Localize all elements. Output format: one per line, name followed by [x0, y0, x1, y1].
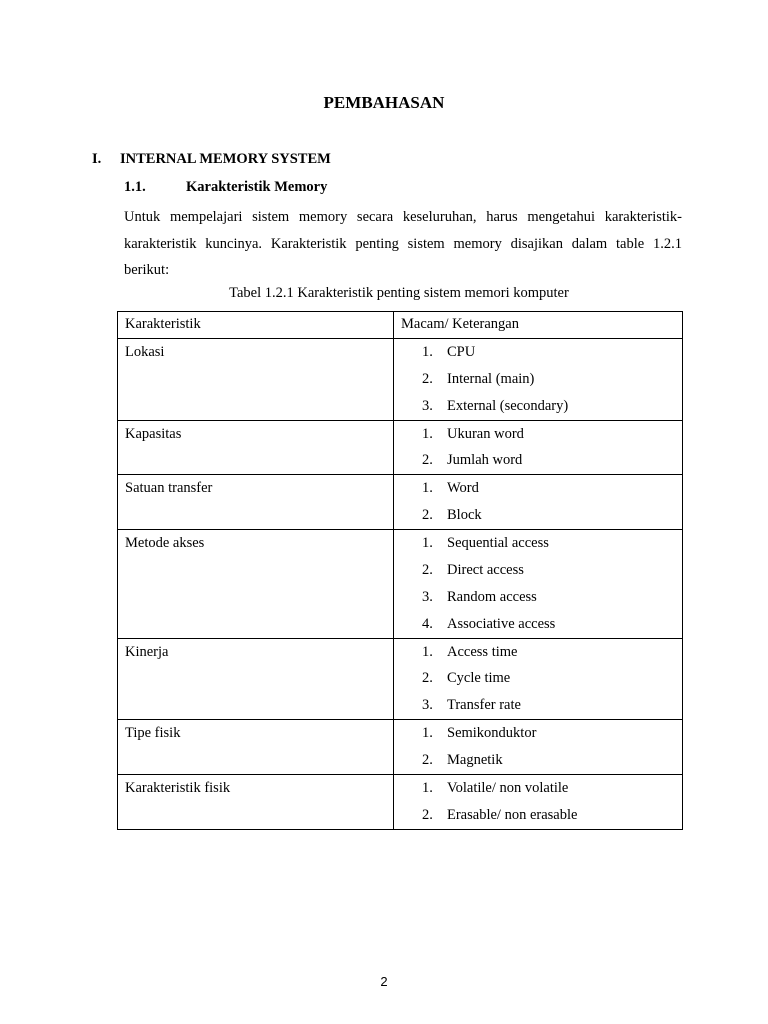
memory-characteristics-table	[117, 311, 683, 830]
list-item	[394, 479, 682, 506]
list-item-number: 1.	[422, 480, 433, 497]
section-title: INTERNAL MEMORY SYSTEM	[120, 151, 331, 167]
description-list	[394, 421, 682, 475]
list-item	[394, 534, 682, 561]
table-row	[118, 420, 683, 475]
characteristic-cell	[118, 339, 394, 421]
section-number: I.	[92, 151, 102, 167]
list-item	[394, 343, 682, 370]
characteristic-cell	[118, 774, 394, 829]
list-item-number: 1.	[422, 725, 433, 742]
characteristic-label: Kapasitas	[125, 425, 182, 442]
page-number: 2	[380, 974, 388, 989]
list-item	[394, 506, 682, 529]
description-cell	[394, 774, 683, 829]
table-header-cell	[394, 312, 683, 339]
table-row	[118, 339, 683, 421]
list-item	[394, 561, 682, 588]
list-item-number: 3.	[422, 588, 433, 605]
list-item-number: 3.	[422, 397, 433, 414]
intro-paragraph	[124, 204, 682, 284]
list-item-text: CPU	[447, 344, 476, 360]
list-item-text: Associative access	[447, 615, 556, 632]
list-item-text: External (secondary)	[447, 397, 569, 414]
list-item-number: 2.	[422, 670, 433, 687]
page-title: PEMBAHASAN	[323, 93, 445, 112]
subsection-number: 1.1.	[124, 179, 146, 195]
list-item-number: 1.	[422, 344, 433, 360]
list-item	[394, 669, 682, 696]
description-list	[394, 530, 682, 637]
list-item-text: Jumlah word	[447, 452, 523, 469]
list-item-text: Ukuran word	[447, 425, 524, 442]
list-item-text: Cycle time	[447, 670, 511, 687]
list-item-text: Random access	[447, 588, 537, 605]
list-item-number: 1.	[422, 535, 433, 552]
table-caption: Tabel 1.2.1 Karakteristik penting sistem memori komputer	[229, 285, 569, 301]
paragraph-line: Untuk mempelajari sistem memory secara keseluruhan, harus mengetahui karakteristik-	[124, 209, 682, 225]
characteristic-label: Lokasi	[125, 344, 165, 360]
list-item	[394, 425, 682, 452]
list-item	[394, 397, 682, 420]
characteristic-cell	[118, 475, 394, 530]
paragraph-line: berikut:	[124, 262, 170, 278]
list-item-text: Magnetik	[447, 751, 503, 768]
list-item-number: 1.	[422, 425, 433, 442]
list-item-text: Access time	[447, 643, 518, 660]
list-item	[394, 779, 682, 806]
list-item	[394, 370, 682, 397]
description-cell	[394, 638, 683, 720]
list-item-text: Transfer rate	[447, 697, 521, 714]
list-item-text: Erasable/ non erasable	[447, 806, 578, 823]
list-item-number: 1.	[422, 643, 433, 660]
description-list	[394, 339, 682, 420]
characteristic-label: Kinerja	[125, 643, 169, 660]
description-cell	[394, 530, 683, 638]
list-item-text: Sequential access	[447, 535, 549, 552]
header-label: Macam/ Keterangan	[401, 316, 519, 332]
list-item	[394, 588, 682, 615]
list-item-number: 1.	[422, 779, 433, 796]
list-item	[394, 451, 682, 474]
list-item-number: 2.	[422, 751, 433, 768]
list-item	[394, 643, 682, 670]
description-cell	[394, 339, 683, 421]
list-item	[394, 806, 682, 829]
characteristic-label: Metode akses	[125, 535, 205, 552]
table-header-cell	[118, 312, 394, 339]
list-item	[394, 724, 682, 751]
characteristic-label: Satuan transfer	[125, 480, 213, 497]
list-item-number: 2.	[422, 507, 433, 524]
description-list	[394, 775, 682, 829]
description-list	[394, 720, 682, 774]
list-item-number: 4.	[422, 615, 433, 632]
list-item-text: Block	[447, 507, 482, 524]
list-item-number: 2.	[422, 806, 433, 823]
paragraph-line: karakteristik kuncinya. Karakteristik penting sistem memory disajikan dalam table 1.2.1	[124, 235, 682, 252]
table-row	[118, 530, 683, 638]
description-cell	[394, 475, 683, 530]
list-item	[394, 615, 682, 638]
characteristic-cell	[118, 638, 394, 720]
list-item-text: Direct access	[447, 561, 524, 578]
characteristic-cell	[118, 530, 394, 638]
header-label: Karakteristik	[125, 316, 201, 332]
list-item	[394, 696, 682, 719]
list-item-number: 3.	[422, 697, 433, 714]
list-item-number: 2.	[422, 370, 433, 387]
subsection-title: Karakteristik Memory	[186, 179, 328, 195]
table-header-row	[118, 312, 683, 339]
list-item-number: 2.	[422, 452, 433, 469]
table-row	[118, 638, 683, 720]
list-item-text: Word	[447, 480, 479, 497]
description-list	[394, 639, 682, 720]
list-item	[394, 751, 682, 774]
characteristic-cell	[118, 720, 394, 775]
list-item-text: Internal (main)	[447, 370, 535, 387]
table-row	[118, 774, 683, 829]
description-cell	[394, 720, 683, 775]
list-item-number: 2.	[422, 561, 433, 578]
description-list	[394, 475, 682, 529]
list-item-text: Semikonduktor	[447, 725, 537, 742]
characteristic-label: Tipe fisik	[125, 725, 181, 742]
description-cell	[394, 420, 683, 475]
characteristic-label: Karakteristik fisik	[125, 779, 231, 796]
characteristic-cell	[118, 420, 394, 475]
table-row	[118, 720, 683, 775]
table-row	[118, 475, 683, 530]
list-item-text: Volatile/ non volatile	[447, 779, 569, 796]
